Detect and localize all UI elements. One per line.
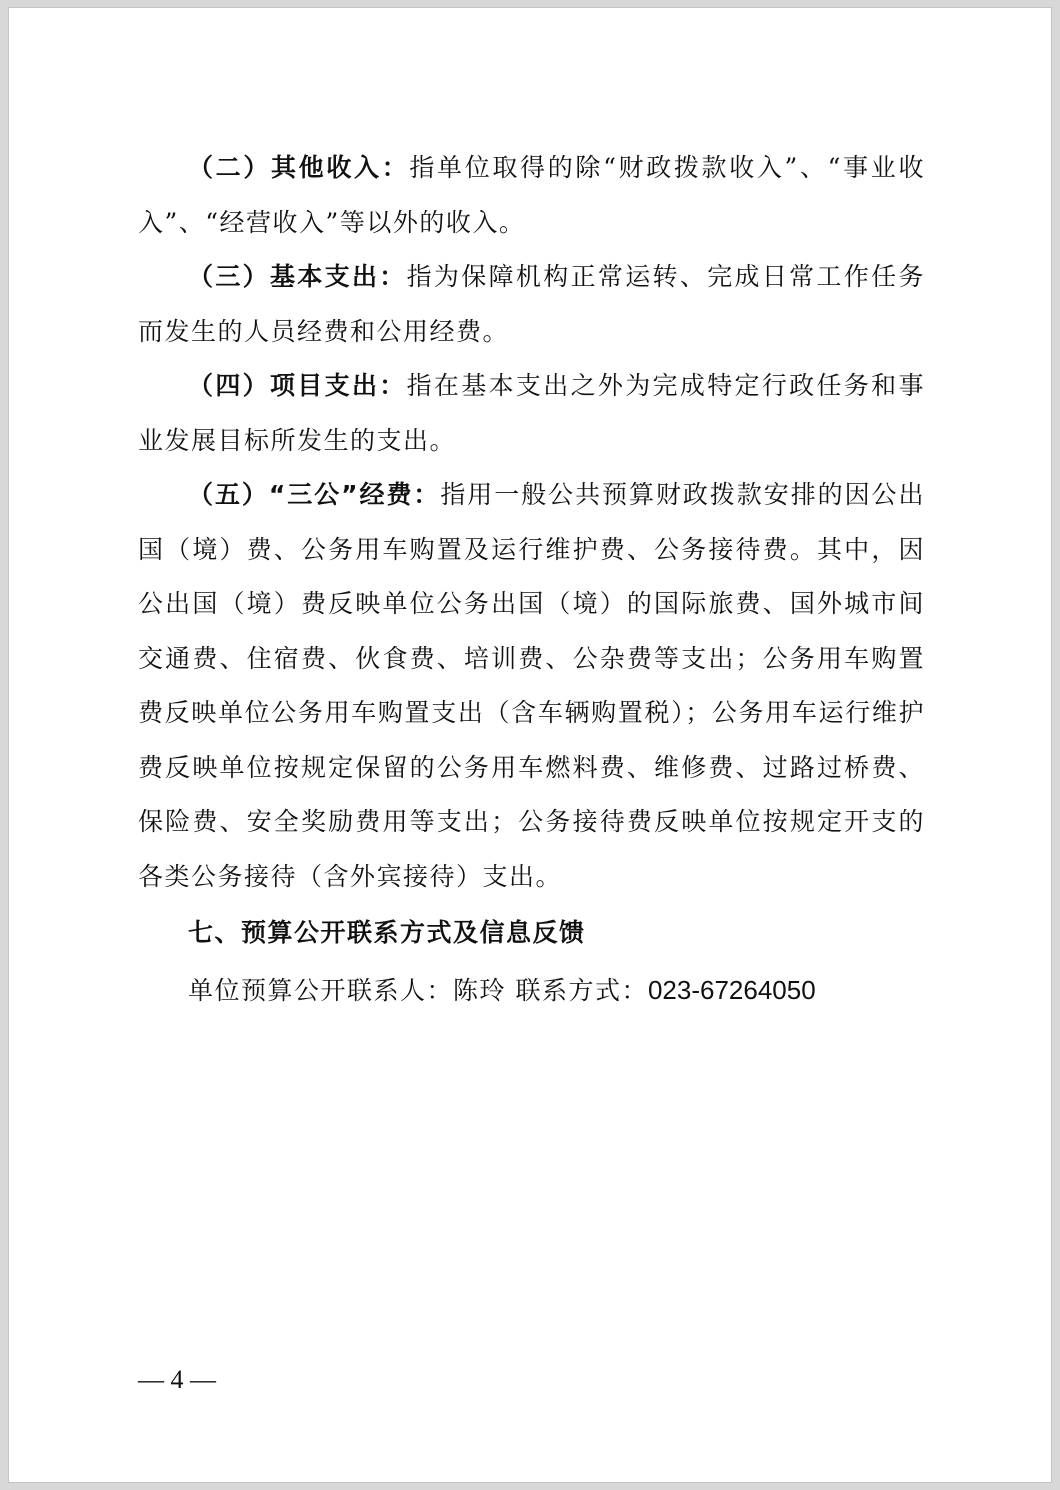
document-body [138, 141, 925, 1020]
document-page [9, 8, 1051, 1482]
definition-text: 指在基本支出之外为完成特定行政任务和事业发展目标所发生的支出。 [138, 371, 925, 455]
contact-phone: 023-67264050 [647, 975, 816, 1005]
definition-project-expenditure [138, 359, 925, 468]
contact-label: 单位预算公开联系人：陈玲 联系方式： [188, 976, 648, 1005]
definition-basic-expenditure [138, 250, 925, 359]
page-number: — 4 — [138, 1365, 216, 1394]
definition-text: 指单位取得的除“财政拨款收入”、“事业收入”、“经营收入”等以外的收入。 [138, 153, 925, 237]
definition-term: （二）其他收入： [188, 153, 410, 182]
definition-term: （三）基本支出： [188, 262, 407, 291]
definition-three-public-expenses [138, 468, 925, 904]
definition-term: （五）“三公”经费： [188, 480, 441, 509]
definition-text: 指为保障机构正常运转、完成日常工作任务而发生的人员经费和公用经费。 [138, 262, 925, 346]
definition-term: （四）项目支出： [188, 371, 407, 400]
section-heading: 七、预算公开联系方式及信息反馈 [188, 918, 586, 947]
contact-line [138, 961, 925, 1020]
definition-text: 指用一般公共预算财政拨款安排的因公出国（境）费、公务用车购置及运行维护费、公务接待费。其中，因公出国（境）费反映单位公务出国（境）的国际旅费、国外城市间交通费、住宿费、伙食费、培训费、公杂费等支出；公务用车购置费反映单位公务用车购置支出（含车辆购置税）；公务用车运行维护费反映单位按规定保留的公务用车燃料费、维修费、过路过桥费、保险费、安全奖励费用等支出；公务接待费反映单位按规定开支的各类公务接待（含外宾接待）支出。 [138, 480, 925, 891]
definition-other-income [138, 141, 925, 250]
